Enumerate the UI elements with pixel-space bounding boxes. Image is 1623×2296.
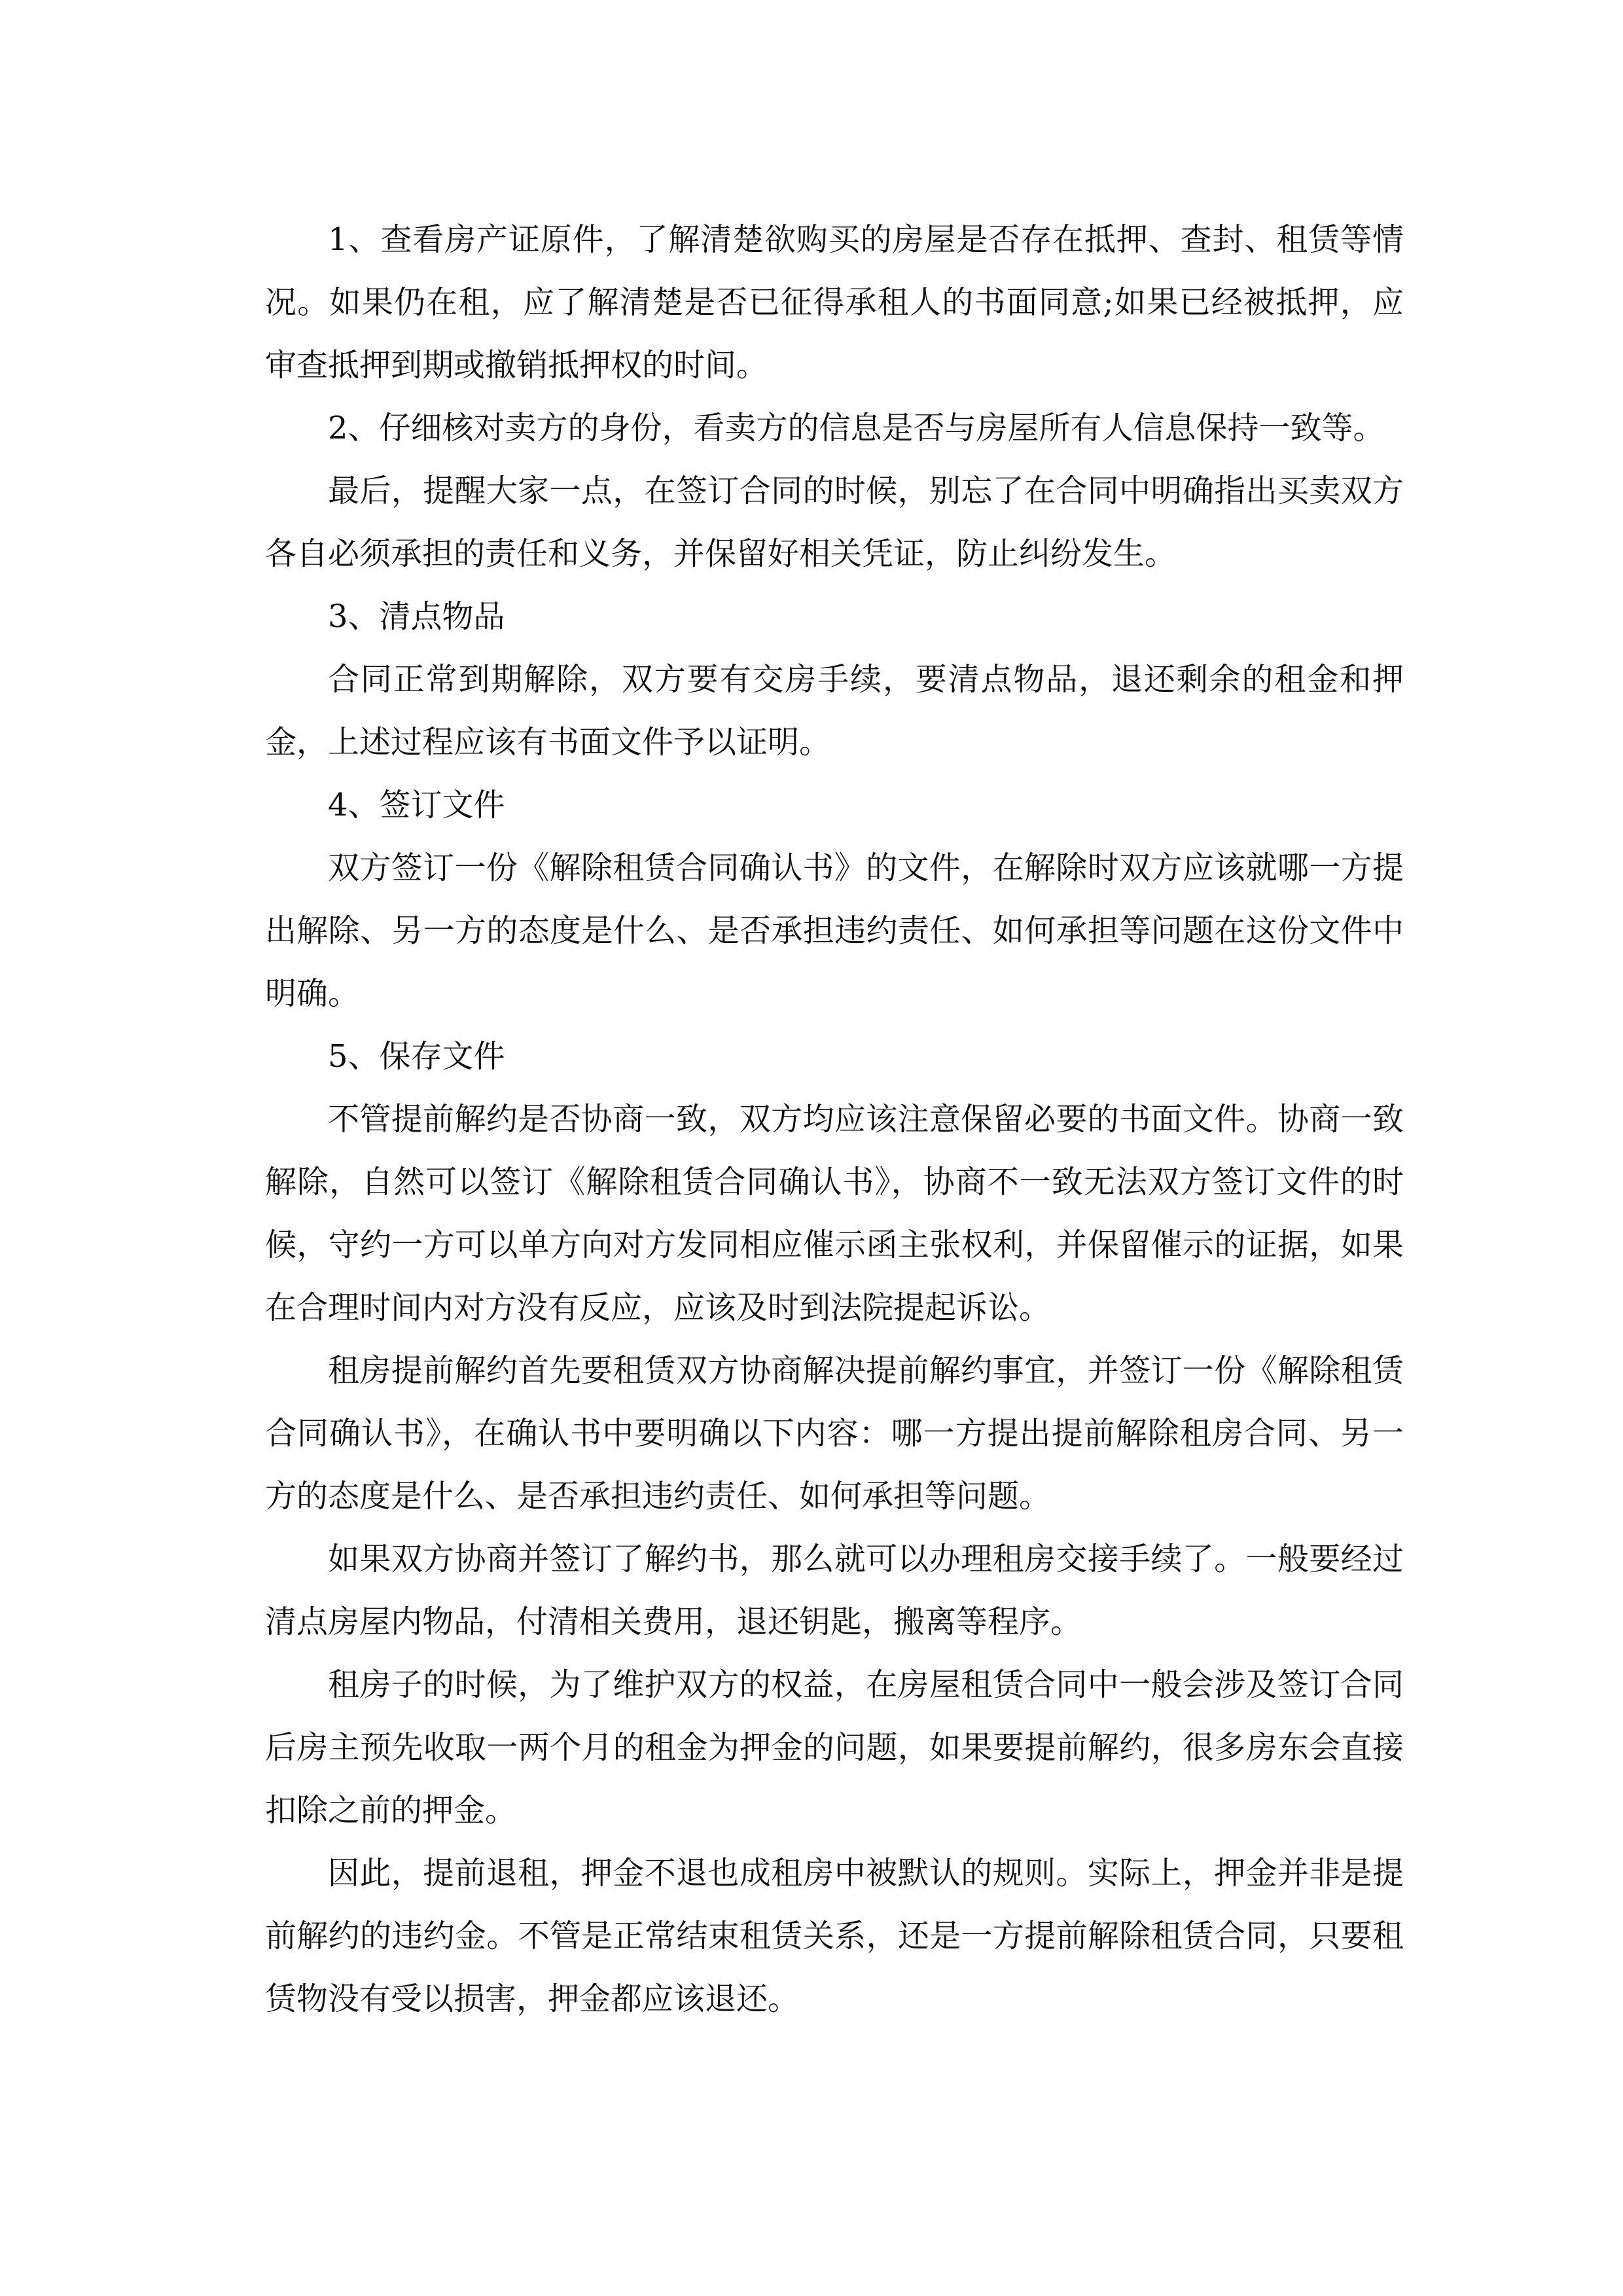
document-body <box>265 208 1404 2030</box>
paragraph-8: 如果双方协商并签订了解约书，那么就可以办理租房交接手续了。一般要经过清点房屋内物品，付清相关费用，退还钥匙，搬离等程序。 <box>265 1541 1404 1640</box>
paragraph-2: 2、仔细核对卖方的身份，看卖方的信息是否与房屋所有人信息保持一致等。 <box>328 410 1385 446</box>
paragraph-6: 不管提前解约是否协商一致，双方均应该注意保留必要的书面文件。协商一致解除，自然可以签订《解除租赁合同确认书》，协商不一致无法双方签订文件的时候，守约一方可以单方向对方发同相应催示函主张权利，并保留催示的证据，如果在合理时间内对方没有反应，应该及时到法院提起诉讼。 <box>265 1101 1404 1326</box>
paragraph-5: 双方签订一份《解除租赁合同确认书》的文件，在解除时双方应该就哪一方提出解除、另一方的态度是什么、是否承担违约责任、如何承担等问题在这份文件中明确。 <box>265 850 1404 1012</box>
paragraph-10: 因此，提前退租，押金不退也成租房中被默认的规则。实际上，押金并非是提前解约的违约金。不管是正常结束租赁关系，还是一方提前解除租赁合同，只要租赁物没有受以损害，押金都应该退还。 <box>265 1855 1404 2017</box>
paragraph-1: 1、查看房产证原件，了解清楚欲购买的房屋是否存在抵押、查封、租赁等情况。如果仍在租，应了解清楚是否已征得承租人的书面同意;如果已经被抵押，应审查抵押到期或撤销抵押权的时间。 <box>265 221 1404 384</box>
heading-5: 5、保存文件 <box>328 1038 505 1075</box>
paragraph-9: 租房子的时候，为了维护双方的权益，在房屋租赁合同中一般会涉及签订合同后房主预先收取一两个月的租金为押金的问题，如果要提前解约，很多房东会直接扣除之前的押金。 <box>265 1666 1404 1829</box>
heading-3: 3、清点物品 <box>328 598 505 635</box>
paragraph-4: 合同正常到期解除，双方要有交房手续，要清点物品，退还剩余的租金和押金，上述过程应该有书面文件予以证明。 <box>265 661 1404 761</box>
paragraph-3: 最后，提醒大家一点，在签订合同的时候，别忘了在合同中明确指出买卖双方各自必须承担的责任和义务，并保留好相关凭证，防止纠纷发生。 <box>265 473 1404 572</box>
heading-4: 4、签订文件 <box>328 787 505 823</box>
paragraph-7: 租房提前解约首先要租赁双方协商解决提前解约事宜，并签订一份《解除租赁合同确认书》，在确认书中要明确以下内容：哪一方提出提前解除租房合同、另一方的态度是什么、是否承担违约责任、如何承担等问题。 <box>265 1352 1404 1515</box>
